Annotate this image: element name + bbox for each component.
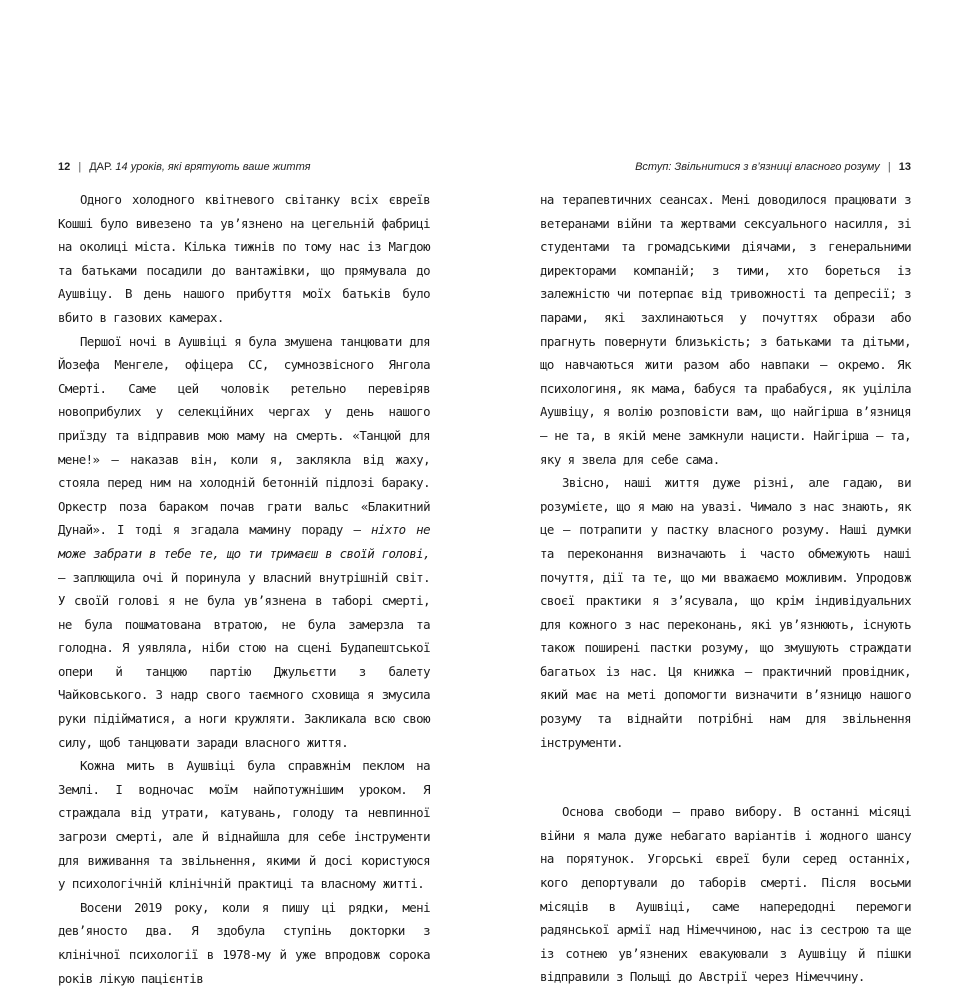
paragraph: Звісно, наші життя дуже різні, але гадаю, ви розумієте, що я маю на увазі. Чимало з нас знають, як це — потрапити у пастку власного розуму. Наші думки та переконання визначають і часто обмежують наші почуття, дії та те, що ми вважаємо можливим. Упродовж своєї практики я з’ясувала, що крім індивідуальних для кожного з нас переконань, які ув’язнюють, існують також поширені пастки розуму, що змушують страждати багатьох із нас. Ця книжка — практичний провідник, який має на меті допомогти визначити в’язницю нашого розуму та віднайти потрібні нам для звільнення інструменти. [540, 475, 911, 750]
book-subtitle: 14 уроків, які врятують ваше життя [115, 161, 311, 173]
header-separator: | [887, 161, 891, 173]
right-page-body [540, 188, 911, 989]
chapter-title: Вступ: Звільнитися з в’язниці власного розуму [635, 161, 880, 173]
left-page [58, 0, 430, 986]
paragraph [58, 330, 430, 755]
page-number: 13 [898, 161, 911, 173]
running-header-right [540, 160, 911, 174]
paragraph-continued: на терапевтичних сеансах. Мені доводилося працювати з ветеранами війни та жертвами сексуального насилля, зі студентами та громадськими діячами, з генеральними директорами компаній; з тими, хто бореться із залежністю чи потерпає від тривожності та депресії; з парами, які захлинаються у почуттях образи або прагнуть повернути близькість; з батьками та дітьми, що навчаються жити разом або навпаки — окремо. Як психологиня, як мама, бабуся та прабабуся, як уціліла Аушвіцу, я волію розповісти вам, що найгірша в’язниця — не та, в якій мене замкнули нацисти. Найгірша — та, яку я звела для себе сама. [540, 192, 911, 467]
italic-quote: ніхто не може забрати в тебе те, що ти тримаєш в своїй голові, [58, 522, 430, 561]
left-page-body [58, 188, 430, 990]
paragraph: Основа свободи — право вибору. В останні місяці війни я мала дуже небагато варіантів і жодного шансу на порятунок. Угорські євреї були серед останніх, кого депортували до таборів смерті. Після восьми місяців в Аушвіці, саме напередодні перемоги радянської армії над Німеччиною, нас із сестрою та ще із сотнею ув’язнених евакуювали з Аушвіцу й пішки відправили з Польщі до Австрії через Німеччину. [540, 804, 911, 985]
running-header-left [58, 160, 430, 174]
book-title: ДАР. [89, 161, 113, 173]
paragraph: Одного холодного квітневого світанку всіх євреїв Кошші було вивезено та ув’язнено на цегельній фабриці на околиці міста. Кілька тижнів по тому нас із Магдою та батьками посадили до вантажівки, що прямувала до Аушвіцу. В день нашого прибуття моїх батьків було вбито в газових камерах. [58, 192, 430, 325]
page-number: 12 [58, 161, 71, 173]
paragraph: Кожна мить в Аушвіці була справжнім пеклом на Землі. І водночас моїм найпотужнішим уроком. Я страждала від утрати, катувань, голоду та невпинної загрози смерті, але й віднайшла для себе інструменти для виживання та звільнення, якими й досі користуюся у психологічній клінічній практиці та власному житті. [58, 758, 430, 892]
right-page [540, 0, 911, 985]
paragraph: Восени 2019 року, коли я пишу ці рядки, мені дев’яносто два. Я здобула ступінь докторки з клінічної психології в 1978-му й уже впродовж сорока років лікую пацієнтів [58, 899, 430, 986]
paragraph-text: — заплющила очі й поринула у власний внутрішній світ. У своїй голові я не була ув’язнена в таборі смерті, не була пошматована втратою, не була замерзла та голодна. Я уявляла, ніби стою на сцені Будапештської опери й танцюю партію Джульєтти з балету Чайковського. З надр свого таємного сховища я змусила руки підійматися, а ноги кружляти. Закликала всю свою силу, щоб танцювати заради власного життя. [58, 569, 430, 750]
header-separator: | [78, 161, 82, 173]
paragraph-text: Першої ночі в Аушвіці я була змушена танцювати для Йозефа Менгеле, офіцера СС, сумнозвісного Янгола Смерті. Саме цей чоловік ретельно перевіряв новоприбулих у селекційних чергах у день нашого приїзду та відправив мою маму на смерть. «Танцюй для мене!» — наказав він, коли я, заклякла від жаху, стояла перед ним на холодній бетонній підлозі бараку. Оркестр поза бараком почав грати вальс «Блакитний Дунай». І тоді я згадала мамину пораду — [58, 333, 430, 538]
